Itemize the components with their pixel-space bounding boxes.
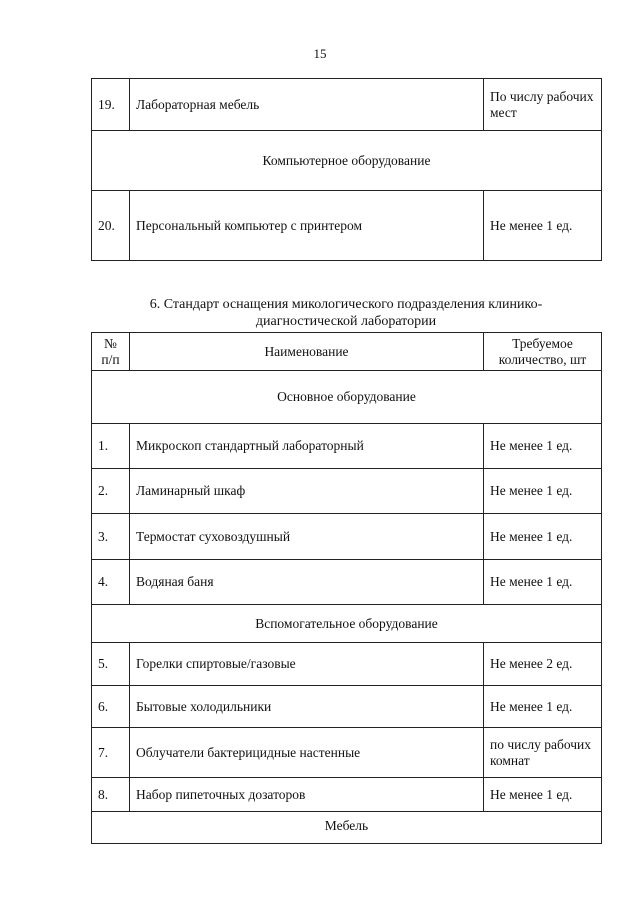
table-row	[92, 514, 602, 560]
row-number: 3.	[92, 514, 130, 560]
table-row	[92, 643, 602, 686]
item-name: Термостат суховоздушный	[130, 514, 484, 560]
item-quantity: Не менее 1 ед.	[484, 560, 602, 605]
item-quantity: по числу рабочих комнат	[484, 728, 602, 778]
item-quantity: Не менее 2 ед.	[484, 643, 602, 686]
column-header-name: Наименование	[130, 333, 484, 371]
row-number: 7.	[92, 728, 130, 778]
item-name: Бытовые холодильники	[130, 686, 484, 728]
row-number: 20.	[92, 191, 130, 261]
item-quantity: Не менее 1 ед.	[484, 191, 602, 261]
table-row	[92, 778, 602, 812]
column-header-quantity: Требуемое количество, шт	[484, 333, 602, 371]
item-quantity: Не менее 1 ед.	[484, 424, 602, 469]
item-name: Горелки спиртовые/газовые	[130, 643, 484, 686]
page-number: 15	[313, 46, 327, 61]
item-quantity: По числу рабочих мест	[484, 79, 602, 131]
group-title: Вспомогательное оборудование	[92, 605, 602, 643]
group-row	[92, 371, 602, 424]
item-name: Облучатели бактерицидные настенные	[130, 728, 484, 778]
row-number: 2.	[92, 469, 130, 514]
group-title: Основное оборудование	[92, 371, 602, 424]
section-number: 6.	[149, 297, 161, 312]
table-row	[92, 469, 602, 514]
item-name: Лабораторная мебель	[130, 79, 484, 131]
row-number: 6.	[92, 686, 130, 728]
column-header-number: № п/п	[92, 333, 130, 371]
row-number: 5.	[92, 643, 130, 686]
table-row	[92, 79, 602, 131]
item-name: Микроскоп стандартный лабораторный	[130, 424, 484, 469]
row-number: 19.	[92, 79, 130, 131]
equipment-table-continued	[91, 78, 602, 261]
group-title: Мебель	[92, 812, 602, 844]
section-title	[91, 296, 601, 330]
section-title-line2: диагностической лаборатории	[255, 314, 437, 329]
group-title: Компьютерное оборудование	[92, 131, 602, 191]
table-row	[92, 191, 602, 261]
item-name: Водяная баня	[130, 560, 484, 605]
table-header-row	[92, 333, 602, 371]
item-quantity: Не менее 1 ед.	[484, 469, 602, 514]
table-row	[92, 686, 602, 728]
equipment-table	[91, 332, 602, 844]
row-number: 4.	[92, 560, 130, 605]
item-name: Набор пипеточных дозаторов	[130, 778, 484, 812]
table-row	[92, 728, 602, 778]
group-row	[92, 812, 602, 844]
table-row	[92, 560, 602, 605]
item-name: Персональный компьютер с принтером	[130, 191, 484, 261]
row-number: 8.	[92, 778, 130, 812]
table-row	[92, 424, 602, 469]
item-quantity: Не менее 1 ед.	[484, 778, 602, 812]
group-row	[92, 131, 602, 191]
item-quantity: Не менее 1 ед.	[484, 686, 602, 728]
row-number: 1.	[92, 424, 130, 469]
item-name: Ламинарный шкаф	[130, 469, 484, 514]
item-quantity: Не менее 1 ед.	[484, 514, 602, 560]
section-title-line1: Стандарт оснащения микологического подразделения клинико-	[163, 297, 543, 312]
group-row	[92, 605, 602, 643]
